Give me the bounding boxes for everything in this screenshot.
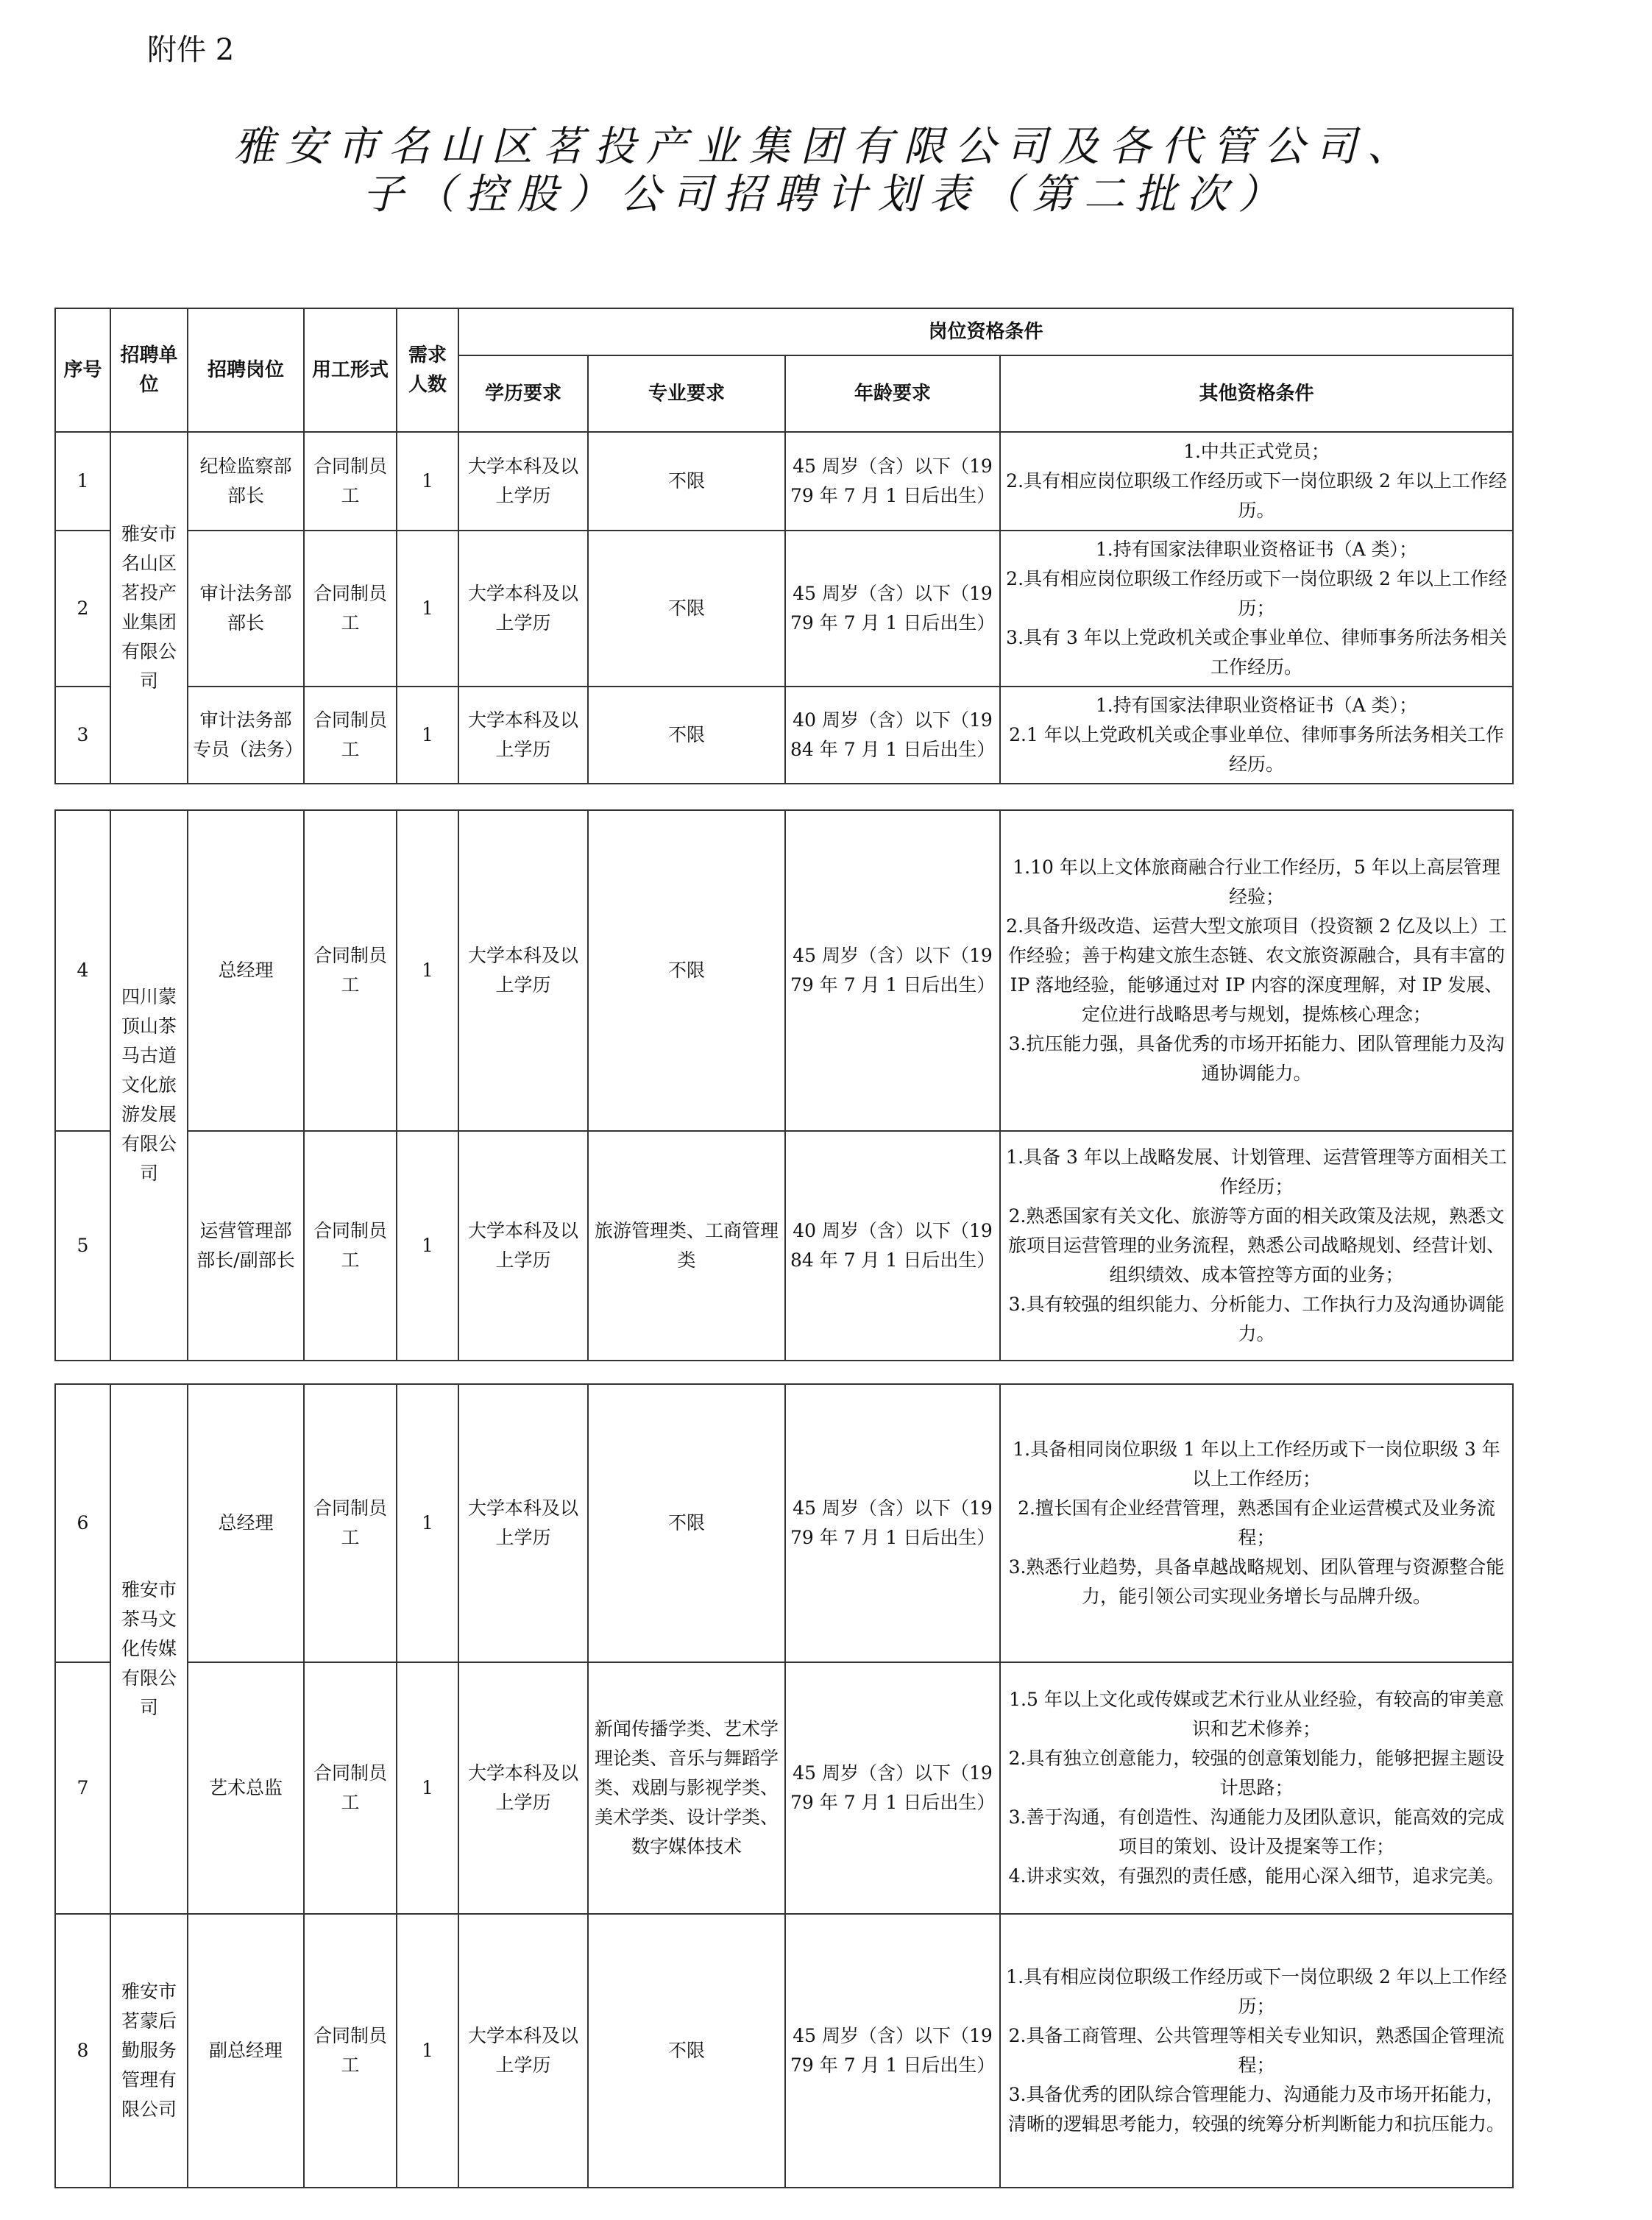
header-unit: 招聘单位 [110,308,188,432]
cell-age: 45 周岁（含）以下（1979 年 7 月 1 日后出生） [785,1384,1000,1662]
cell-seq: 8 [55,1914,110,2188]
other-item: 3.具备优秀的团队综合管理能力、沟通能力及市场开拓能力，清晰的逻辑思考能力，较强的统筹分析判断能力和抗压能力。 [1007,2084,1505,2135]
table-row [55,1662,1513,1914]
table-row [55,1131,1513,1361]
header-count: 需求人数 [397,308,458,432]
other-item: 1.持有国家法律职业资格证书（A 类）； [1095,695,1418,716]
recruitment-table-part2 [54,809,1514,1361]
other-item: 3.具有较强的组织能力、分析能力、工作执行力及沟通协调能力。 [1008,1294,1505,1344]
cell-other [1000,432,1513,531]
cell-count: 1 [397,810,458,1131]
table-row [55,531,1513,687]
other-item: 3.具有 3 年以上党政机关或企事业单位、律师事务所法务相关工作经历。 [1006,627,1507,678]
cell-employment: 合同制员工 [304,1131,397,1361]
cell-other [1000,687,1513,784]
table-row [55,1914,1513,2188]
cell-education: 大学本科及以上学历 [458,810,588,1131]
other-item: 2.1 年以上党政机关或企事业单位、律师事务所法务相关工作经历。 [1009,724,1504,775]
header-employment: 用工形式 [304,308,397,432]
cell-position: 副总经理 [188,1914,304,2188]
cell-major: 不限 [588,1914,785,2188]
cell-unit: 雅安市茗蒙后勤服务管理有限公司 [110,1914,188,2188]
other-item: 1.10 年以上文体旅商融合行业工作经历，5 年以上高层管理经验； [1013,857,1500,907]
cell-education: 大学本科及以上学历 [458,432,588,531]
other-item: 3.善于沟通，有创造性、沟通能力及团队意识，能高效的完成项目的策划、设计及提案等工作； [1008,1806,1505,1857]
other-item: 2.熟悉国家有关文化、旅游等方面的相关政策及法规，熟悉文旅项目运营管理的业务流程，熟悉公司战略规划、经营计划、组织绩效、成本管控等方面的业务； [1007,1205,1505,1285]
other-item: 1.具有相应岗位职级工作经历或下一岗位职级 2 年以上工作经历； [1006,1966,1507,2017]
header-major: 专业要求 [588,355,785,432]
cell-education: 大学本科及以上学历 [458,1131,588,1361]
other-item: 1.5 年以上文化或传媒或艺术行业从业经验，有较高的审美意识和艺术修养； [1009,1689,1504,1740]
cell-position: 审计法务部部长 [188,531,304,687]
other-item: 4.讲求实效，有强烈的责任感，能用心深入细节，追求完美。 [1008,1865,1505,1887]
cell-count: 1 [397,531,458,687]
cell-seq: 1 [55,432,110,531]
recruitment-table-part3 [54,1383,1514,2188]
header-education: 学历要求 [458,355,588,432]
cell-age: 40 周岁（含）以下（1984 年 7 月 1 日后出生） [785,1131,1000,1361]
cell-other [1000,1662,1513,1914]
header-position: 招聘岗位 [188,308,304,432]
other-item: 1.持有国家法律职业资格证书（A 类）； [1095,539,1418,560]
table-row [55,1384,1513,1662]
cell-count: 1 [397,1384,458,1662]
cell-count: 1 [397,1131,458,1361]
cell-age: 45 周岁（含）以下（1979 年 7 月 1 日后出生） [785,1662,1000,1914]
cell-seq: 7 [55,1662,110,1914]
cell-unit: 雅安市茶马文化传媒有限公司 [110,1384,188,1914]
other-item: 2.具有相应岗位职级工作经历或下一岗位职级 2 年以上工作经历。 [1006,470,1507,521]
other-item: 3.抗压能力强，具备优秀的市场开拓能力、团队管理能力及沟通协调能力。 [1008,1033,1505,1084]
cell-employment: 合同制员工 [304,1914,397,2188]
cell-unit: 四川蒙顶山茶马古道文化旅游发展有限公司 [110,810,188,1361]
other-item: 1.中共正式党员； [1183,441,1330,462]
table-row [55,687,1513,784]
cell-seq: 3 [55,687,110,784]
cell-age: 45 周岁（含）以下（1979 年 7 月 1 日后出生） [785,1914,1000,2188]
cell-other [1000,810,1513,1131]
cell-age: 45 周岁（含）以下（1979 年 7 月 1 日后出生） [785,531,1000,687]
cell-other [1000,1914,1513,2188]
cell-major: 不限 [588,687,785,784]
cell-education: 大学本科及以上学历 [458,531,588,687]
cell-age: 40 周岁（含）以下（1984 年 7 月 1 日后出生） [785,687,1000,784]
cell-employment: 合同制员工 [304,687,397,784]
cell-other [1000,1131,1513,1361]
cell-age: 45 周岁（含）以下（1979 年 7 月 1 日后出生） [785,432,1000,531]
cell-unit: 雅安市名山区茗投产业集团有限公司 [110,432,188,784]
other-item: 1.具备相同岗位职级 1 年以上工作经历或下一岗位职级 3 年以上工作经历； [1013,1439,1500,1489]
other-item: 2.具有独立创意能力，较强的创意策划能力，能够把握主题设计思路； [1008,1748,1505,1798]
cell-age: 45 周岁（含）以下（1979 年 7 月 1 日后出生） [785,810,1000,1131]
cell-major: 不限 [588,1384,785,1662]
cell-other [1000,531,1513,687]
table-row [55,810,1513,1131]
cell-major: 新闻传播学类、艺术学理论类、音乐与舞蹈学类、戏剧与影视学类、美术学类、设计学类、数字媒体技术 [588,1662,785,1914]
cell-education: 大学本科及以上学历 [458,687,588,784]
other-item: 1.具备 3 年以上战略发展、计划管理、运营管理等方面相关工作经历； [1006,1146,1507,1197]
cell-count: 1 [397,687,458,784]
cell-employment: 合同制员工 [304,1662,397,1914]
cell-seq: 5 [55,1131,110,1361]
page-title-line2: 子（控股）公司招聘计划表（第二批次） [362,171,1290,219]
cell-position: 纪检监察部部长 [188,432,304,531]
cell-major: 不限 [588,432,785,531]
header-seq: 序号 [55,308,110,432]
header-qualifications: 岗位资格条件 [458,308,1513,355]
attachment-label: 附件 2 [147,33,235,67]
cell-major: 旅游管理类、工商管理类 [588,1131,785,1361]
cell-position: 运营管理部部长/副部长 [188,1131,304,1361]
header-age: 年龄要求 [785,355,1000,432]
cell-position: 总经理 [188,810,304,1131]
cell-employment: 合同制员工 [304,1384,397,1662]
cell-count: 1 [397,1914,458,2188]
other-item: 2.擅长国有企业经营管理，熟悉国有企业运营模式及业务流程； [1018,1497,1495,1548]
other-item: 2.具备工商管理、公共管理等相关专业知识，熟悉国企管理流程； [1008,2025,1505,2076]
cell-seq: 4 [55,810,110,1131]
cell-seq: 6 [55,1384,110,1662]
cell-other [1000,1384,1513,1662]
page-title-line1: 雅安市名山区茗投产业集团有限公司及各代管公司、 [233,123,1419,171]
other-item: 3.熟悉行业趋势，具备卓越战略规划、团队管理与资源整合能力，能引领公司实现业务增长与品牌升级。 [1008,1556,1505,1607]
cell-seq: 2 [55,531,110,687]
recruitment-table-part1 [54,308,1514,784]
cell-education: 大学本科及以上学历 [458,1384,588,1662]
cell-employment: 合同制员工 [304,432,397,531]
cell-major: 不限 [588,810,785,1131]
header-other: 其他资格条件 [1000,355,1513,432]
cell-education: 大学本科及以上学历 [458,1662,588,1914]
cell-position: 艺术总监 [188,1662,304,1914]
cell-education: 大学本科及以上学历 [458,1914,588,2188]
cell-count: 1 [397,1662,458,1914]
cell-position: 总经理 [188,1384,304,1662]
table-row [55,432,1513,531]
cell-major: 不限 [588,531,785,687]
other-item: 2.具备升级改造、运营大型文旅项目（投资额 2 亿及以上）工作经验；善于构建文旅生态链、农文旅资源融合，具有丰富的 IP 落地经验，能够通过对 IP 内容的深度理解，对 IP 发展、定位进行战略思考与规划，提炼核心理念； [1006,915,1507,1025]
cell-employment: 合同制员工 [304,531,397,687]
cell-position: 审计法务部专员（法务） [188,687,304,784]
cell-employment: 合同制员工 [304,810,397,1131]
other-item: 2.具有相应岗位职级工作经历或下一岗位职级 2 年以上工作经历； [1006,568,1507,619]
cell-count: 1 [397,432,458,531]
